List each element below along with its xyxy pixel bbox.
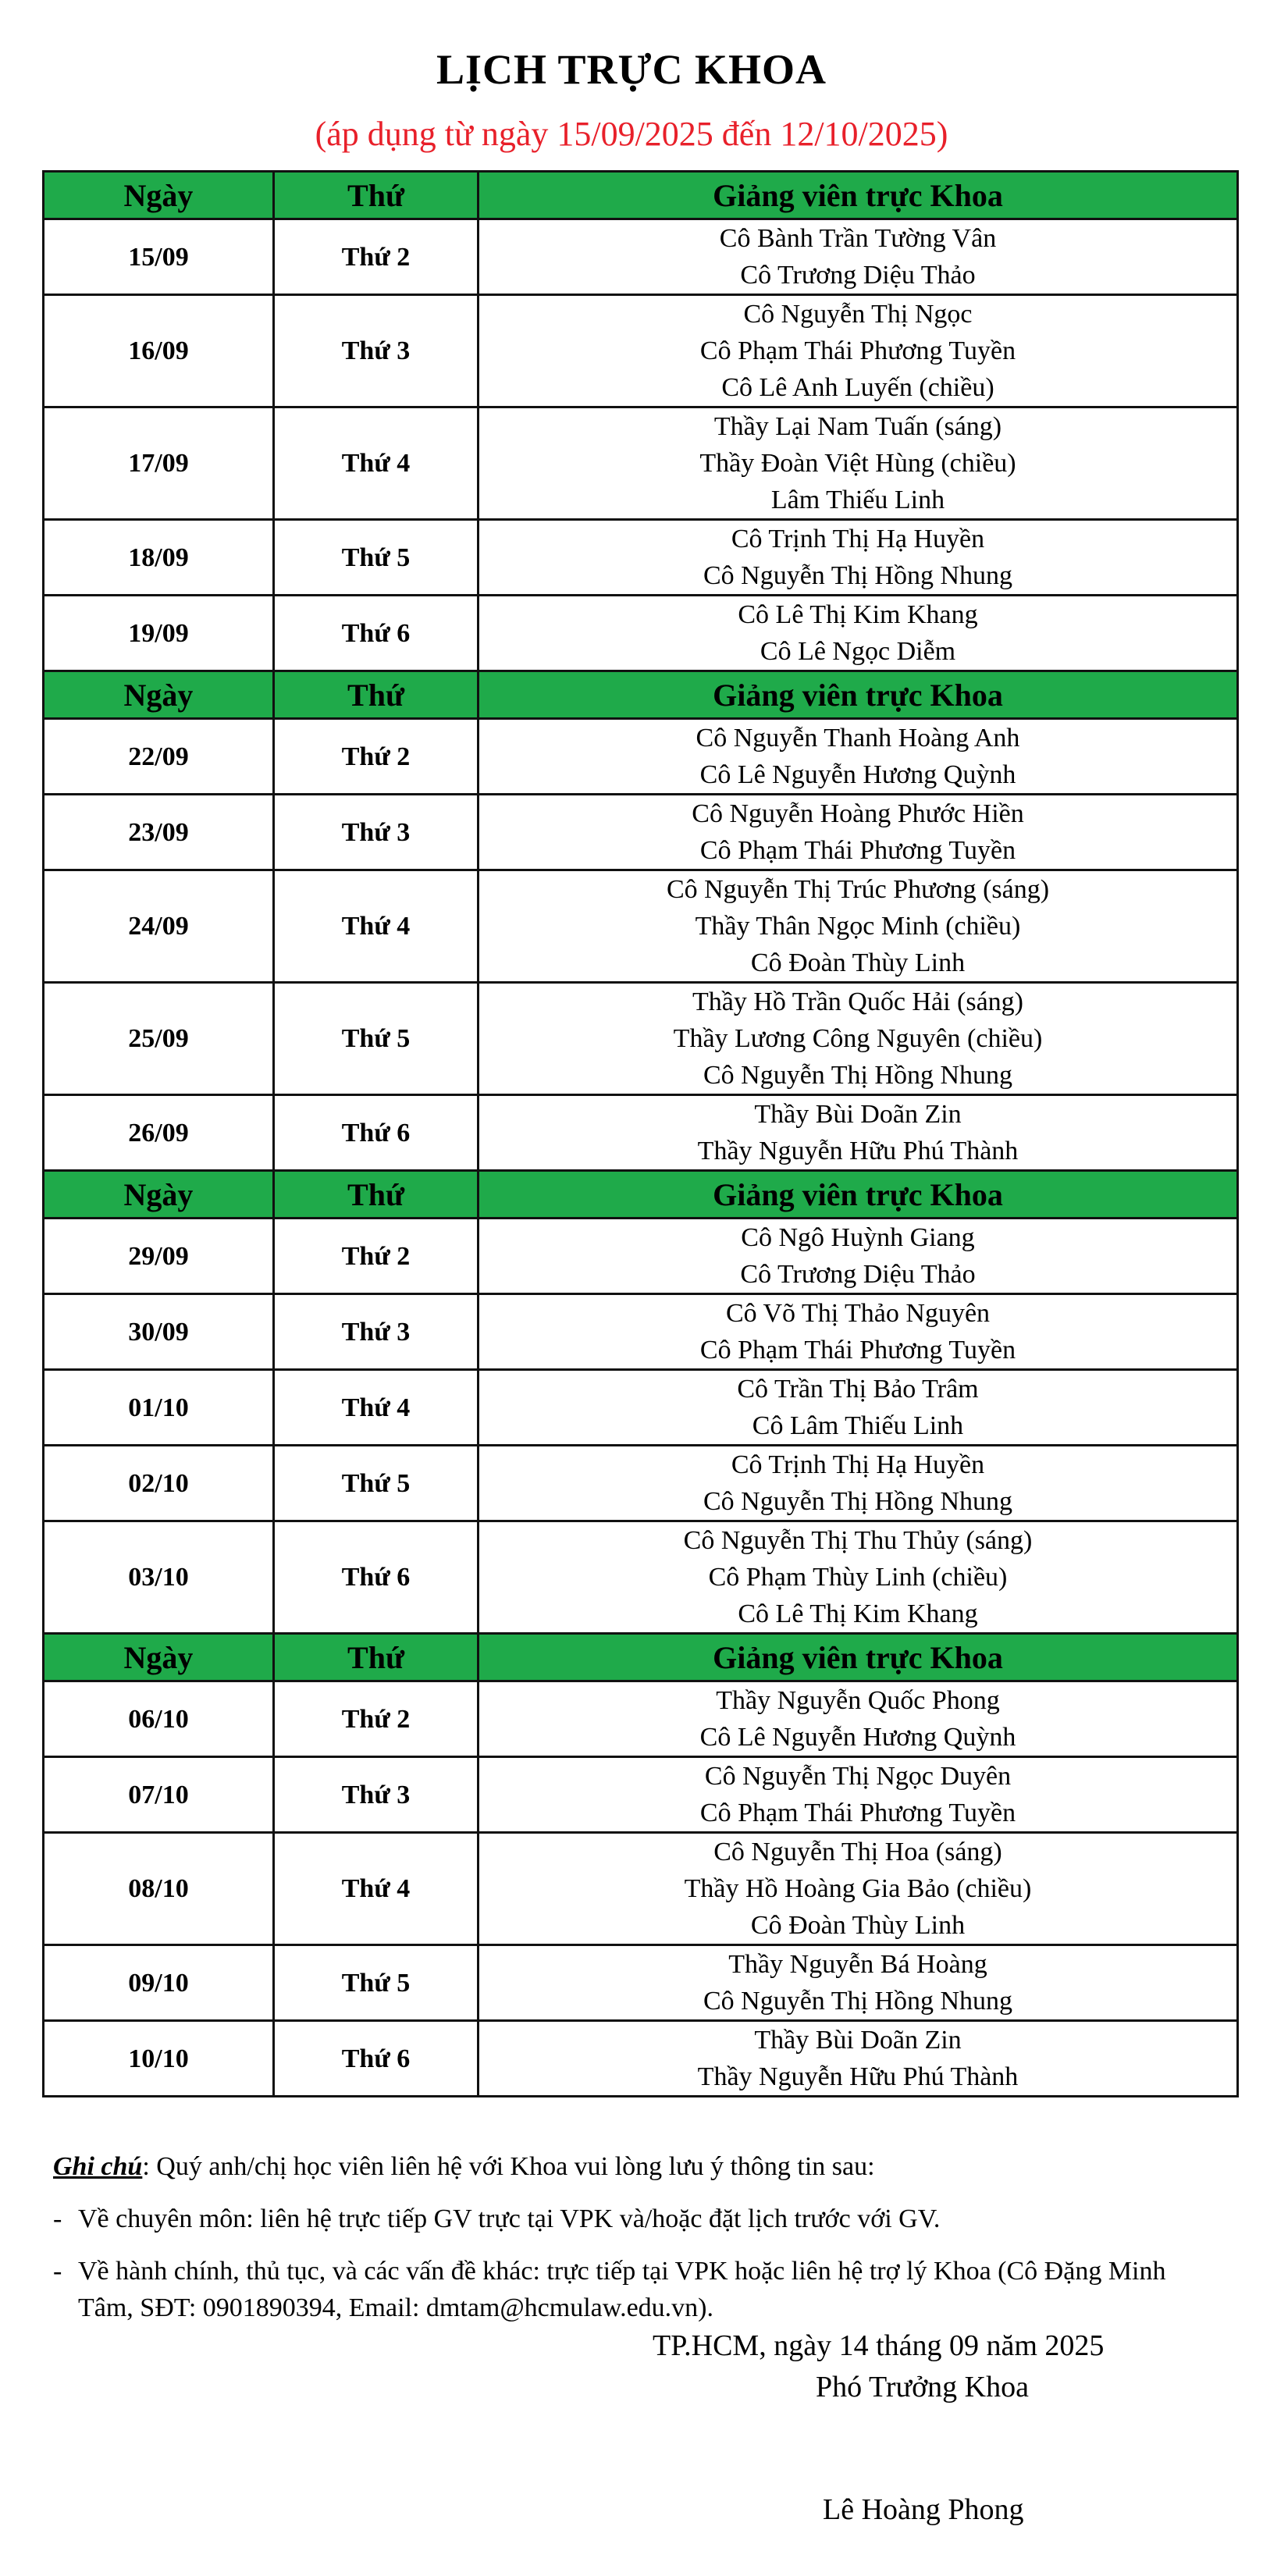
lecturer-name: Cô Nguyễn Thị Ngọc Duyên [704, 1762, 1012, 1791]
lecturer-cell [479, 1095, 1238, 1171]
header-day: Thứ [274, 1171, 479, 1219]
lecturer-name: Thầy Hồ Trần Quốc Hải (sáng) [692, 987, 1023, 1016]
note-item-text: Về chuyên môn: liên hệ trực tiếp GV trực tại VPK và/hoặc đặt lịch trước với GV. [78, 2204, 941, 2233]
document-title: LỊCH TRỰC KHOA [436, 46, 827, 93]
lecturer-name: Cô Nguyễn Thị Ngọc [743, 300, 973, 329]
lecturer-name: Cô Phạm Thùy Linh (chiều) [708, 1563, 1008, 1592]
lecturer-name: Cô Lâm Thiếu Linh [752, 1411, 964, 1440]
lecturer-name: Cô Lê Thị Kim Khang [738, 600, 978, 629]
weekday-cell: Thứ 5 [274, 983, 479, 1095]
weekday-cell: Thứ 5 [274, 1446, 479, 1521]
table-header-row [44, 671, 1238, 719]
lecturer-cell [479, 719, 1238, 795]
date-cell: 18/09 [44, 520, 274, 596]
lecturer-name: Thầy Đoàn Việt Hùng (chiều) [699, 449, 1016, 478]
weekday-cell: Thứ 4 [274, 1370, 479, 1446]
date-cell: 26/09 [44, 1095, 274, 1171]
header-date: Ngày [44, 1634, 274, 1681]
note-item-text: Về hành chính, thủ tục, và các vấn đề khác: trực tiếp tại VPK hoặc liên hệ trợ lý Khoa (Cô Đặng Minh Tâm, SĐT: 0901890394, Email: dmtam@hcmulaw.edu.vn). [78, 2257, 1166, 2322]
lecturer-name: Cô Trần Thị Bảo Trâm [737, 1375, 979, 1404]
table-header-row [44, 172, 1238, 219]
table-header-row [44, 1634, 1238, 1681]
lecturer-cell [479, 1833, 1238, 1945]
weekday-cell: Thứ 4 [274, 407, 479, 520]
header-lecturer: Giảng viên trực Khoa [479, 1634, 1238, 1681]
weekday-cell: Thứ 2 [274, 1681, 479, 1757]
lecturer-cell [479, 983, 1238, 1095]
table-row [44, 1446, 1238, 1521]
lecturer-cell [479, 520, 1238, 596]
date-cell: 02/10 [44, 1446, 274, 1521]
date-cell: 15/09 [44, 219, 274, 295]
table-row [44, 983, 1238, 1095]
lecturer-name: Cô Lê Ngọc Diễm [760, 637, 956, 666]
date-cell: 19/09 [44, 596, 274, 671]
date-cell: 06/10 [44, 1681, 274, 1757]
lecturer-name: Cô Nguyễn Thị Hồng Nhung [703, 561, 1013, 590]
weekday-cell: Thứ 3 [274, 1294, 479, 1370]
date-cell: 22/09 [44, 719, 274, 795]
date-cell: 08/10 [44, 1833, 274, 1945]
lecturer-name: Cô Đoàn Thùy Linh [750, 948, 966, 977]
header-day: Thứ [274, 1634, 479, 1681]
lecturer-name: Cô Nguyễn Thị Hoa (sáng) [713, 1838, 1002, 1866]
header-day: Thứ [274, 172, 479, 219]
lecturer-name: Cô Trịnh Thị Hạ Huyền [731, 1450, 985, 1479]
lecturer-cell [479, 295, 1238, 407]
lecturer-name: Cô Ngô Huỳnh Giang [741, 1223, 975, 1252]
lecturer-name: Cô Nguyễn Hoàng Phước Hiền [692, 799, 1024, 828]
notes-section [53, 2148, 1224, 2326]
header-lecturer: Giảng viên trực Khoa [479, 671, 1238, 719]
lecturer-name: Cô Võ Thị Thảo Nguyên [725, 1299, 991, 1328]
note-item: - Về chuyên môn: liên hệ trực tiếp GV trực tại VPK và/hoặc đặt lịch trước với GV. [53, 2201, 1224, 2237]
lecturer-name: Cô Nguyễn Thị Hồng Nhung [703, 1987, 1013, 2016]
weekday-cell: Thứ 3 [274, 295, 479, 407]
table-row [44, 596, 1238, 671]
lecturer-name: Cô Nguyễn Thanh Hoàng Anh [696, 724, 1020, 753]
date-cell: 24/09 [44, 870, 274, 983]
date-cell: 01/10 [44, 1370, 274, 1446]
lecturer-name: Cô Lê Anh Luyến (chiều) [721, 373, 994, 402]
weekday-cell: Thứ 2 [274, 219, 479, 295]
table-row [44, 795, 1238, 870]
table-row [44, 1521, 1238, 1634]
signature-position: Phó Trưởng Khoa [816, 2371, 1029, 2403]
weekday-cell: Thứ 6 [274, 1521, 479, 1634]
lecturer-cell [479, 1370, 1238, 1446]
date-cell: 29/09 [44, 1219, 274, 1294]
weekday-cell: Thứ 6 [274, 596, 479, 671]
lecturer-cell [479, 1681, 1238, 1757]
lecturer-name: Cô Lê Thị Kim Khang [738, 1599, 978, 1628]
date-cell: 03/10 [44, 1521, 274, 1634]
notes-intro [53, 2148, 1224, 2185]
table-row [44, 1945, 1238, 2021]
date-cell: 17/09 [44, 407, 274, 520]
lecturer-cell [479, 407, 1238, 520]
table-row [44, 1294, 1238, 1370]
lecturer-name: Thầy Nguyễn Quốc Phong [716, 1686, 1000, 1715]
lecturer-cell [479, 1945, 1238, 2021]
duty-schedule-table [42, 170, 1239, 2097]
date-cell: 10/10 [44, 2021, 274, 2097]
lecturer-name: Cô Phạm Thái Phương Tuyền [699, 1799, 1016, 1827]
notes-label: Ghi chú [53, 2152, 143, 2181]
document-subtitle: (áp dụng từ ngày 15/09/2025 đến 12/10/2025) [315, 115, 948, 153]
weekday-cell: Thứ 3 [274, 795, 479, 870]
table-row [44, 719, 1238, 795]
lecturer-cell [479, 596, 1238, 671]
date-cell: 07/10 [44, 1757, 274, 1833]
date-cell: 25/09 [44, 983, 274, 1095]
table-header-row [44, 1171, 1238, 1219]
table-row [44, 295, 1238, 407]
table-row [44, 1833, 1238, 1945]
lecturer-cell [479, 870, 1238, 983]
note-item: - Về hành chính, thủ tục, và các vấn đề khác: trực tiếp tại VPK hoặc liên hệ trợ lý Khoa (Cô Đặng Minh Tâm, SĐT: 0901890394, Email: dmtam@hcmulaw.edu.vn). [53, 2253, 1224, 2326]
header-lecturer: Giảng viên trực Khoa [479, 1171, 1238, 1219]
weekday-cell: Thứ 5 [274, 520, 479, 596]
lecturer-name: Thầy Nguyễn Bá Hoàng [728, 1950, 987, 1979]
lecturer-name: Thầy Nguyễn Hữu Phú Thành [697, 2062, 1019, 2091]
signature-place-date: TP.HCM, ngày 14 tháng 09 năm 2025 [653, 2329, 1105, 2362]
lecturer-name: Cô Trương Diệu Thảo [740, 261, 976, 290]
table-row [44, 1757, 1238, 1833]
weekday-cell: Thứ 6 [274, 2021, 479, 2097]
weekday-cell: Thứ 2 [274, 1219, 479, 1294]
table-row [44, 219, 1238, 295]
weekday-cell: Thứ 4 [274, 870, 479, 983]
lecturer-name: Cô Đoàn Thùy Linh [750, 1911, 966, 1940]
lecturer-cell [479, 2021, 1238, 2097]
header-date: Ngày [44, 671, 274, 719]
lecturer-name: Cô Trương Diệu Thảo [740, 1260, 976, 1289]
lecturer-name: Cô Nguyễn Thị Trúc Phương (sáng) [666, 875, 1050, 904]
lecturer-name: Cô Nguyễn Thị Hồng Nhung [703, 1061, 1013, 1090]
weekday-cell: Thứ 5 [274, 1945, 479, 2021]
header-date: Ngày [44, 172, 274, 219]
lecturer-name: Cô Nguyễn Thị Thu Thủy (sáng) [683, 1526, 1033, 1555]
date-cell: 09/10 [44, 1945, 274, 2021]
lecturer-name: Thầy Lại Nam Tuấn (sáng) [713, 412, 1002, 441]
lecturer-name: Cô Lê Nguyễn Hương Quỳnh [699, 1723, 1016, 1752]
date-cell: 23/09 [44, 795, 274, 870]
lecturer-name: Cô Phạm Thái Phương Tuyền [699, 1336, 1016, 1364]
lecturer-cell [479, 219, 1238, 295]
lecturer-name: Cô Phạm Thái Phương Tuyền [699, 336, 1016, 365]
table-row [44, 1370, 1238, 1446]
weekday-cell: Thứ 4 [274, 1833, 479, 1945]
table-row [44, 2021, 1238, 2097]
lecturer-name: Cô Phạm Thái Phương Tuyền [699, 836, 1016, 865]
weekday-cell: Thứ 2 [274, 719, 479, 795]
table-row [44, 1681, 1238, 1757]
lecturer-name: Thầy Nguyễn Hữu Phú Thành [697, 1137, 1019, 1165]
lecturer-name: Thầy Bùi Doãn Zin [754, 1100, 962, 1129]
signature-name: Lê Hoàng Phong [823, 2493, 1024, 2526]
lecturer-cell [479, 1219, 1238, 1294]
lecturer-name: Cô Bành Trần Tường Vân [719, 224, 997, 253]
header-day: Thứ [274, 671, 479, 719]
table-row [44, 1219, 1238, 1294]
weekday-cell: Thứ 3 [274, 1757, 479, 1833]
weekday-cell: Thứ 6 [274, 1095, 479, 1171]
header-date: Ngày [44, 1171, 274, 1219]
lecturer-cell [479, 795, 1238, 870]
table-row [44, 407, 1238, 520]
notes-intro-text: : Quý anh/chị học viên liên hệ với Khoa vui lòng lưu ý thông tin sau: [142, 2152, 875, 2181]
table-row [44, 870, 1238, 983]
lecturer-name: Thầy Thân Ngọc Minh (chiều) [695, 912, 1021, 941]
lecturer-cell [479, 1757, 1238, 1833]
lecturer-cell [479, 1446, 1238, 1521]
table-row [44, 520, 1238, 596]
lecturer-name: Cô Trịnh Thị Hạ Huyền [731, 525, 985, 553]
date-cell: 30/09 [44, 1294, 274, 1370]
lecturer-name: Lâm Thiếu Linh [770, 486, 945, 514]
lecturer-name: Thầy Lương Công Nguyên (chiều) [673, 1024, 1043, 1053]
lecturer-cell [479, 1521, 1238, 1634]
table-row [44, 1095, 1238, 1171]
lecturer-name: Thầy Hồ Hoàng Gia Bảo (chiều) [684, 1874, 1032, 1903]
lecturer-cell [479, 1294, 1238, 1370]
lecturer-name: Cô Nguyễn Thị Hồng Nhung [703, 1487, 1013, 1516]
lecturer-name: Cô Lê Nguyễn Hương Quỳnh [699, 760, 1016, 789]
header-lecturer: Giảng viên trực Khoa [479, 172, 1238, 219]
date-cell: 16/09 [44, 295, 274, 407]
lecturer-name: Thầy Bùi Doãn Zin [754, 2026, 962, 2055]
